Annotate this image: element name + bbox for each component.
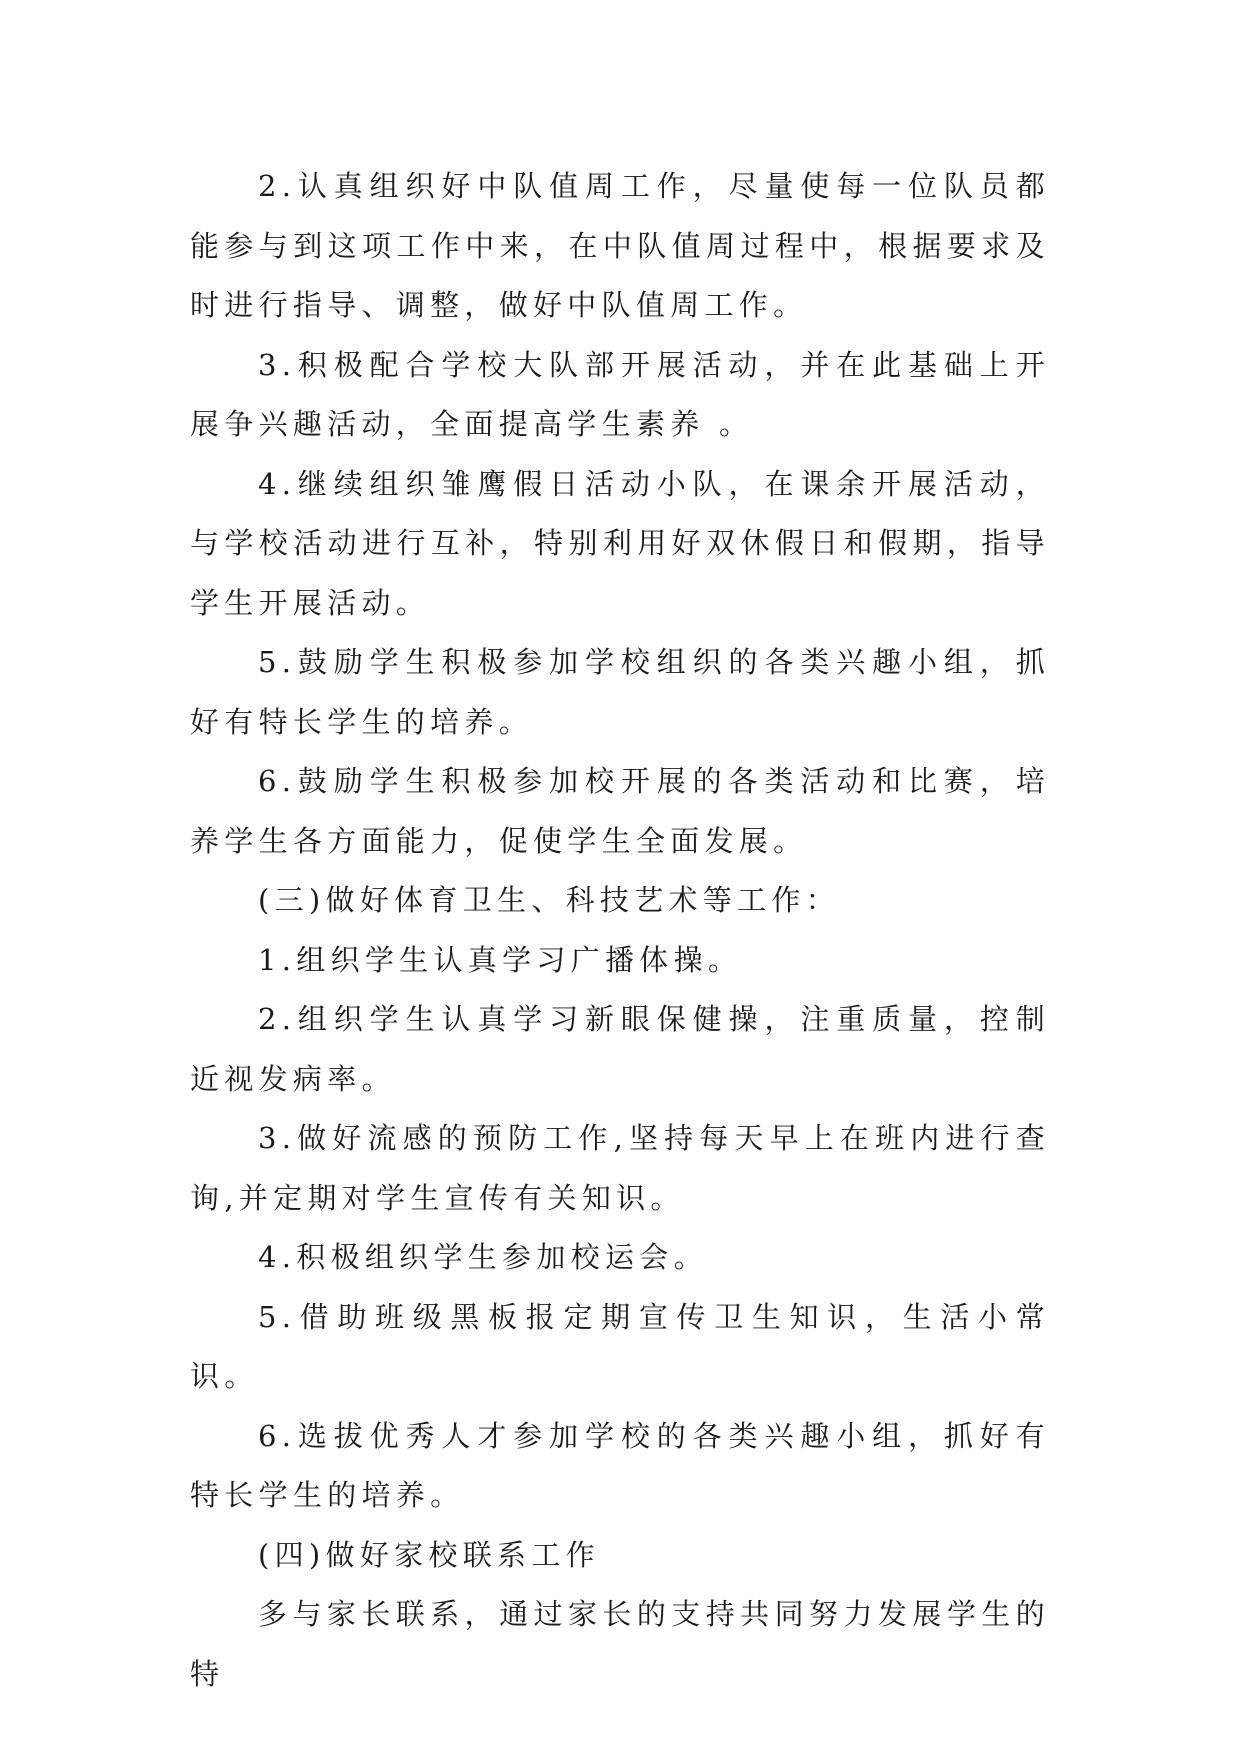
paragraph-sports-meet: 4.积极组织学生参加校运会。 [258,1240,708,1274]
paragraph-brigade-activities: 3.积极配合学校大队部开展活动，并在此基础上开展争兴趣活动，全面提高学生素养 。 [190,347,1050,441]
paragraph-broadcast-exercise: 1.组织学生认真学习广播体操。 [258,942,743,977]
document-body [190,157,1050,1704]
paragraph-holiday-squad: 4.继续组织雏鹰假日活动小队，在课余开展活动，与学校活动进行互补，特别利用好双休假日和假期，指导学生开展活动。 [190,466,1050,620]
paragraph-flu-prevention: 3.做好流感的预防工作,坚持每天早上在班内进行查询,并定期对学生宣传有关知识。 [190,1121,1050,1215]
paragraph-duty-week: 2.认真组织好中队值周工作，尽量使每一位队员都能参与到这项工作中来，在中队值周过程中，根据要求及时进行指导、调整，做好中队值周工作。 [190,169,1050,322]
section-heading-sports-health: (三)做好体育卫生、科技艺术等工作： [258,883,841,917]
section-heading-home-school: (四)做好家校联系工作 [258,1537,600,1572]
paragraph-interest-groups: 5.鼓励学生积极参加学校组织的各类兴趣小组，抓好有特长学生的培养。 [190,645,1050,739]
paragraph-eye-exercise: 2.组织学生认真学习新眼保健操，注重质量，控制近视发病率。 [190,1002,1050,1096]
paragraph-competitions: 6.鼓励学生积极参加校开展的各类活动和比赛，培养学生各方面能力，促使学生全面发展。 [190,764,1050,858]
paragraph-blackboard: 5.借助班级黑板报定期宣传卫生知识，生活小常识。 [190,1299,1050,1393]
paragraph-talent-selection: 6.选拔优秀人才参加学校的各类兴趣小组，抓好有特长学生的培养。 [190,1418,1050,1512]
paragraph-parent-contact: 多与家长联系，通过家长的支持共同努力发展学生的特 [190,1597,1050,1691]
